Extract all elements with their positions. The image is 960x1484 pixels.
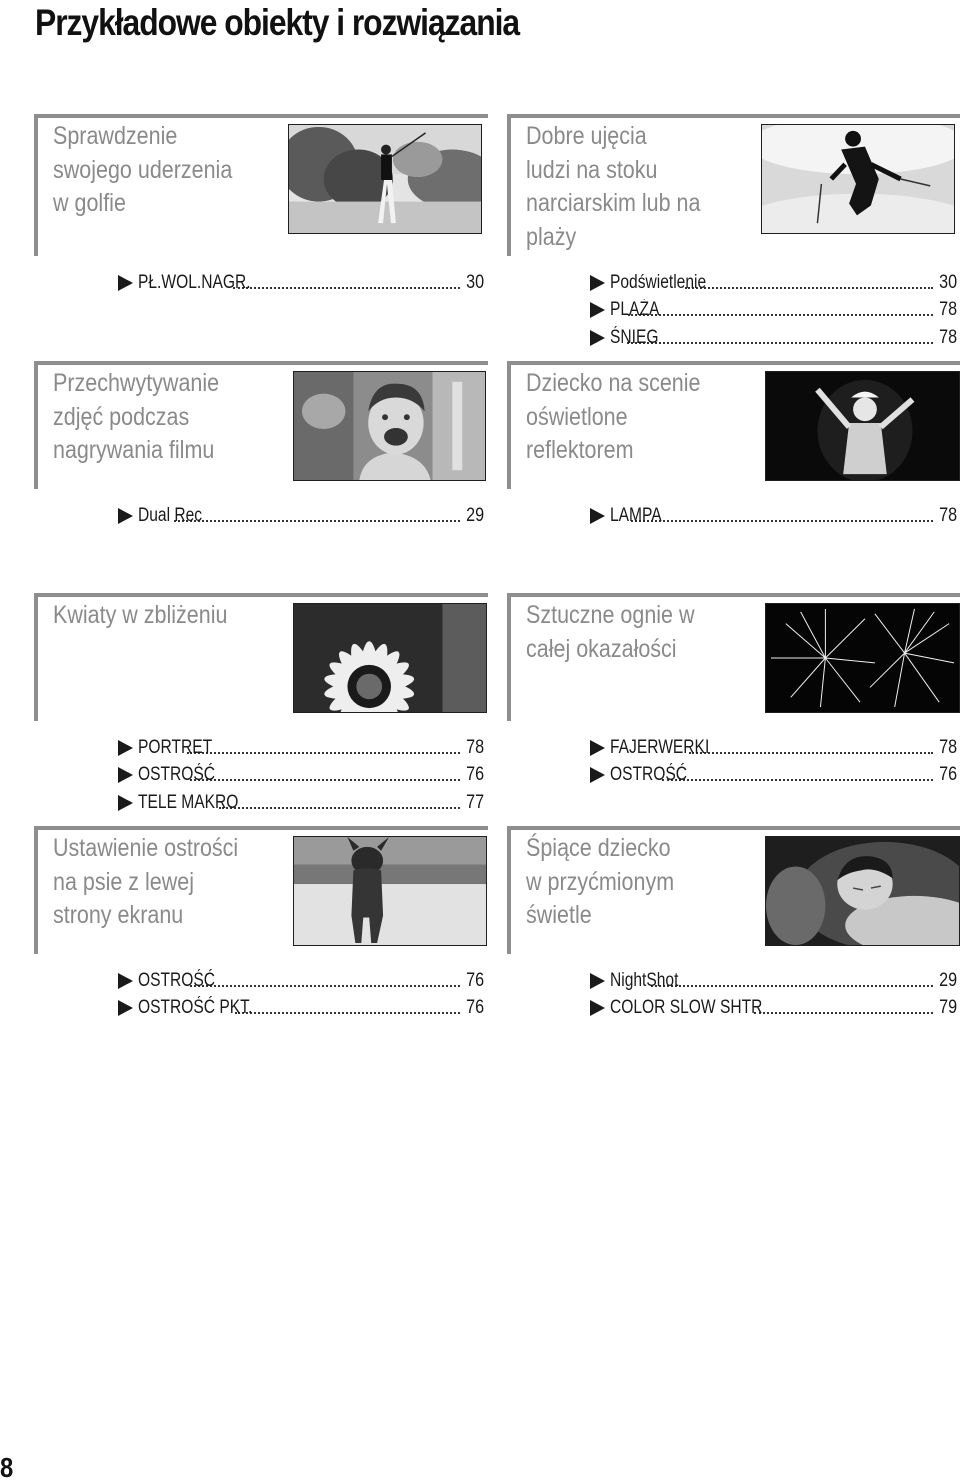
triangle-arrow-icon	[590, 767, 605, 783]
scene-refs-spotlight	[590, 499, 957, 527]
dog-on-beach-photo	[293, 836, 487, 946]
triangle-arrow-icon	[118, 740, 133, 756]
ref-link[interactable]: Podświetlenie 30	[590, 266, 957, 294]
scene-card-golf	[34, 114, 488, 256]
scene-refs-fireworks	[590, 731, 957, 786]
fireworks-photo	[765, 603, 960, 713]
ref-link[interactable]: OSTROŚĆ 76	[590, 759, 957, 787]
ref-link[interactable]: PLAŻA 78	[590, 294, 957, 322]
golfer-photo	[288, 124, 482, 234]
scene-card-nightshot	[507, 826, 960, 954]
scene-refs-skier	[590, 266, 957, 349]
ref-link[interactable]: LAMPA 78	[590, 499, 957, 527]
scene-title: Ustawienie ostrości na psie z lewej strony ekranu	[53, 834, 239, 929]
scene-card-flower	[34, 593, 488, 721]
scene-title: Przechwytywanie zdjęć podczas nagrywania filmu	[53, 369, 220, 464]
scene-refs-flower	[118, 731, 484, 814]
ref-link[interactable]: Dual Rec 29	[118, 499, 484, 527]
scene-refs-dual-rec	[118, 499, 484, 527]
triangle-arrow-icon	[118, 508, 133, 524]
skier-photo	[761, 124, 955, 234]
ref-link[interactable]: NightShot 29	[590, 964, 957, 992]
ref-link[interactable]: FAJERWERKI 78	[590, 731, 957, 759]
scene-refs-dog	[118, 964, 484, 1019]
scene-card-spotlight	[507, 361, 960, 489]
scene-card-skier	[507, 114, 960, 256]
ref-link[interactable]: PŁ.WOL.NAGR. 30	[118, 266, 484, 294]
ref-link[interactable]: ŚNIEG 78	[590, 321, 957, 349]
triangle-arrow-icon	[118, 767, 133, 783]
ref-link[interactable]: OSTROŚĆ 76	[118, 964, 484, 992]
scene-title: Kwiaty w zbliżeniu	[53, 601, 228, 629]
triangle-arrow-icon	[590, 973, 605, 989]
scene-title: Śpiące dziecko w przyćmionym świetle	[526, 834, 675, 929]
scene-card-dual-rec	[34, 361, 488, 489]
scene-title: Sprawdzenie swojego uderzenia w golfie	[53, 122, 233, 217]
scene-card-fireworks	[507, 593, 960, 721]
page-number: 8	[0, 1452, 14, 1483]
scene-refs-golf	[118, 266, 484, 294]
triangle-arrow-icon	[590, 508, 605, 524]
page-title: Przykładowe obiekty i rozwiązania	[35, 2, 520, 43]
laughing-child-photo	[293, 371, 486, 481]
ref-link[interactable]: OSTROŚĆ PKT. 76	[118, 992, 484, 1020]
ref-link[interactable]: TELE MAKRO 77	[118, 786, 484, 814]
triangle-arrow-icon	[118, 795, 133, 811]
ref-link[interactable]: PORTRET 78	[118, 731, 484, 759]
ref-link[interactable]: OSTROŚĆ 76	[118, 759, 484, 787]
triangle-arrow-icon	[590, 330, 605, 346]
triangle-arrow-icon	[118, 973, 133, 989]
stage-child-photo	[765, 371, 960, 481]
ref-link[interactable]: COLOR SLOW SHTR 79	[590, 992, 957, 1020]
triangle-arrow-icon	[590, 275, 605, 291]
scene-title: Dobre ujęcia ludzi na stoku narciarskim lub na plaży	[526, 122, 701, 251]
scene-card-dog	[34, 826, 488, 954]
flower-photo	[293, 603, 487, 713]
triangle-arrow-icon	[590, 302, 605, 318]
triangle-arrow-icon	[590, 1000, 605, 1016]
triangle-arrow-icon	[118, 1000, 133, 1016]
sleeping-child-photo	[765, 836, 960, 946]
triangle-arrow-icon	[590, 740, 605, 756]
scene-title: Dziecko na scenie oświetlone reflektorem	[526, 369, 701, 464]
scene-title: Sztuczne ognie w całej okazałości	[526, 601, 695, 663]
scene-refs-nightshot	[590, 964, 957, 1019]
triangle-arrow-icon	[118, 275, 133, 291]
